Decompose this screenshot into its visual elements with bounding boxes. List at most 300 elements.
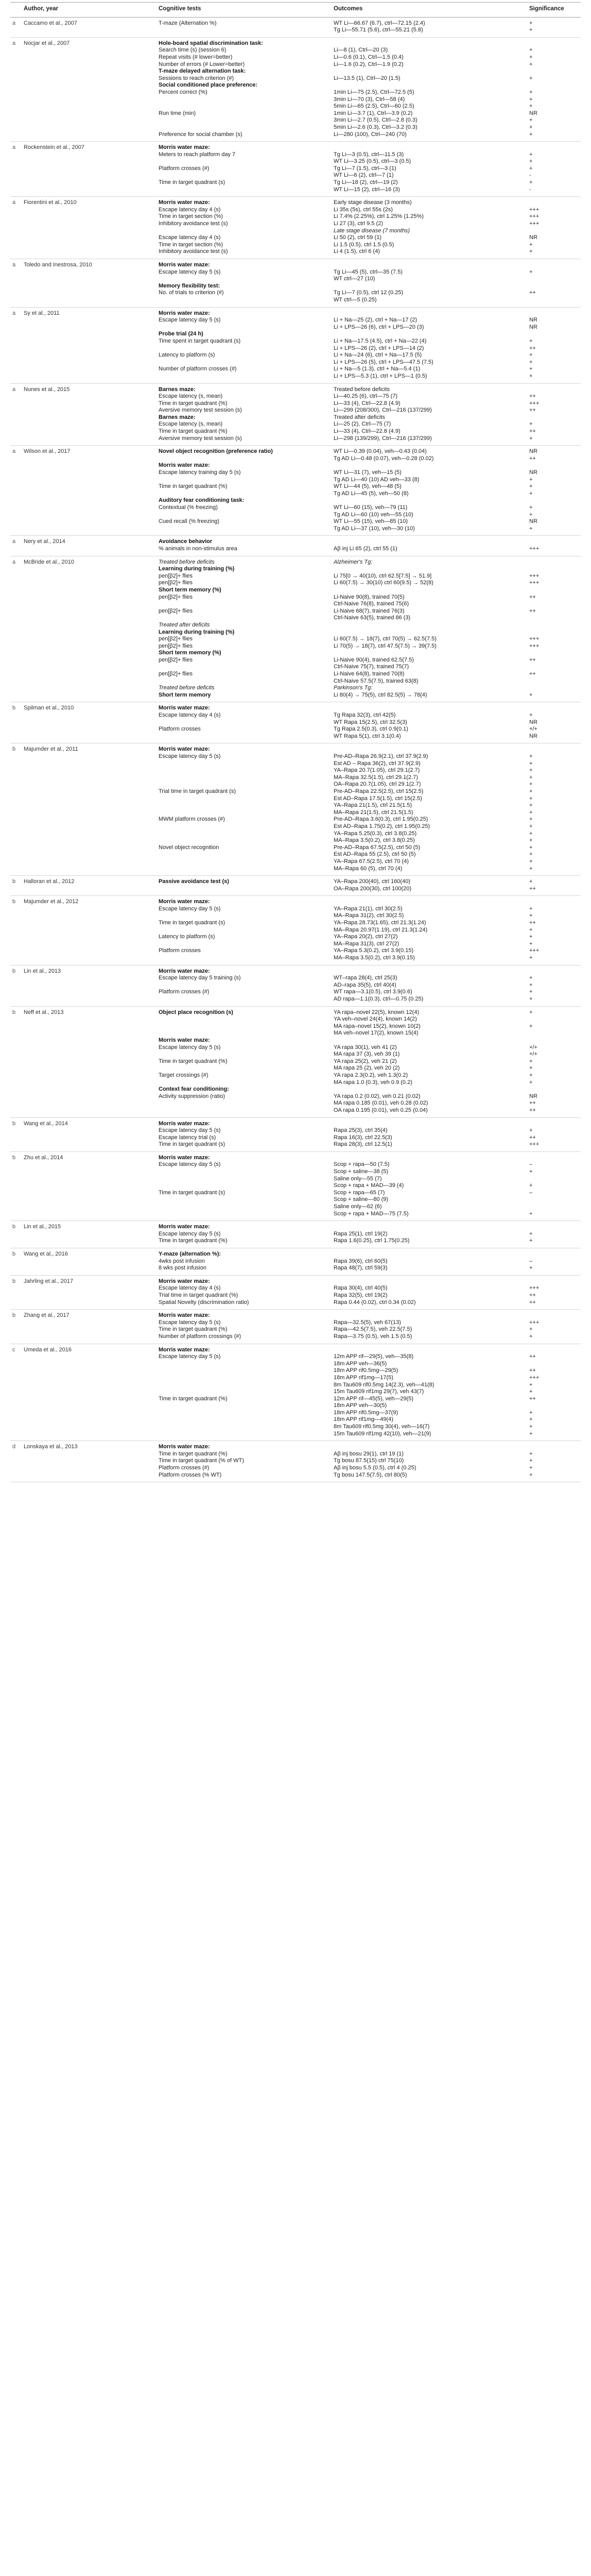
outcome-line: Tg AD Li—45 (5), veh—50 (8) [334,490,409,497]
outcome-line: Li + Na—24 (6), ctrl + Na—17.5 (5) [334,352,422,359]
outcome-line: Rapa 0.44 (0.02), ctrl 0.34 (0.02) [334,1299,416,1306]
outcome-line: MA–Rapa 32.5(1.5), ctrl 29.1(2.7) [334,774,418,781]
outcome-line: Li-Naive 90(4), trained 62.5(7.5) [334,656,414,663]
outcome-line [334,650,525,657]
significance-value: + [529,1465,533,1471]
significance-value: ++ [529,920,536,926]
significance-value: + [529,851,533,858]
test-line [159,276,329,283]
significance-value: + [529,996,533,1002]
test-line: Treated before deficits [159,558,215,565]
significance-cell [527,1441,581,1482]
test-line [159,1016,329,1023]
row-category-label: b [10,743,22,876]
significance-value: + [529,504,533,511]
table-row [10,1441,581,1482]
outcome-line: YA rapa 0.2 (0.02), veh 0.21 (0.02) [334,1093,421,1099]
test-line: Escape latency day 5 (s) [159,1353,221,1360]
test-line: Contextual (% freezing) [159,504,218,511]
table-row [10,1248,581,1276]
row-category-label: b [10,1221,22,1248]
outcome-line: WT Li—55 (15), veh—85 (10) [334,518,408,525]
significance-value: ++ [529,671,536,677]
test-line: Object place recognition (s) [159,1009,233,1015]
tests-cell [157,383,332,446]
significance-value: + [529,830,533,837]
significance-value: NR [529,733,537,739]
significance-cell [527,1006,581,1117]
test-line [159,982,329,989]
significance-value [529,705,579,712]
test-line [159,455,329,463]
significance-value [529,1312,579,1319]
outcome-line: Li 7.4% (2.25%), ctrl 1.25% (1.25%) [334,213,424,220]
author-year-cell: Zhu et al., 2014 [22,1151,157,1221]
outcome-line [334,310,525,317]
significance-value: + [529,837,533,844]
test-line: Trial time in target quadrant (%) [159,1292,238,1298]
significance-value: + [529,511,533,518]
outcome-line: MA veh–novel 17(2), known 15(4) [334,1030,419,1037]
significance-cell [527,259,581,308]
test-line: Time in target quadrant (%) [159,1326,228,1333]
outcome-line: Scop + rapa—50 (7.5) [334,1161,390,1168]
outcome-line [334,538,525,546]
test-line: Escape latency day 5 (s) [159,753,221,759]
test-line: Escape latency day 4 (s) [159,1285,221,1292]
test-line: Y-maze (alternation %): [159,1251,221,1257]
table-row [10,876,581,896]
test-line: Time in target section (%) [159,241,223,248]
test-line: Time in target quadrant (s) [159,1189,225,1196]
significance-value: + [529,955,533,961]
significance-value [529,685,579,692]
outcome-line: Tg bosu 87.5(15) ctrl 75(10) [334,1458,404,1464]
outcome-line: Tg AD Li—0.48 (0.07), veh—0.28 (0.02) [334,455,434,462]
test-line: Time spent in target quadrant (s) [159,337,241,344]
significance-value: + [529,912,533,919]
outcome-line [334,144,525,151]
outcome-line [334,566,525,573]
test-line: Morris water maze: [159,462,210,469]
table-row [10,536,581,556]
test-line [159,1431,329,1438]
tests-cell [157,142,332,197]
significance-value: + [529,1058,533,1064]
test-line [159,1388,329,1396]
author-year-cell: Halloran et al., 2012 [22,876,157,896]
test-line [159,912,329,920]
row-category-label: b [10,1310,22,1344]
significance-value: + [529,905,533,912]
table-row [10,702,581,743]
significance-value: + [529,781,533,788]
significance-value: +++ [529,221,540,227]
test-line: Social conditioned place preference: [159,82,257,89]
test-line: Time in target quadrant (%) [159,428,228,435]
significance-value [529,297,579,304]
test-line: Barnes maze: [159,414,196,420]
outcome-line: Li + LPS—26 (2), ctrl + LPS—14 (2) [334,345,424,351]
outcome-line: Est AD–Rapa 1.75(0.2), ctrl 1.95(0.25) [334,823,430,829]
significance-value: + [529,1333,533,1340]
test-line: Morris water maze: [159,1037,210,1043]
significance-value: + [529,823,533,829]
outcomes-cell [332,1006,527,1117]
significance-cell [527,896,581,965]
tests-cell [157,1151,332,1221]
outcomes-cell [332,1221,527,1248]
tests-cell [157,197,332,259]
test-line: Morris water maze: [159,262,210,268]
significance-value: + [529,268,533,275]
significance-cell [527,446,581,536]
outcome-line: Li—280 (100), Ctrl—240 (70) [334,131,407,138]
significance-value: + [529,1072,533,1078]
row-category-label: b [10,1248,22,1276]
significance-cell [527,17,581,37]
significance-value: + [529,1023,533,1029]
tests-cell [157,1310,332,1344]
significance-value [529,1196,579,1204]
test-line [159,1423,329,1431]
significance-value: – [529,1161,533,1168]
significance-value: + [529,981,533,988]
test-line: Novel object recognition [159,844,219,851]
outcome-line: Pre-AD–Rapa 26.9(2.1), ctrl 37.9(2.9) [334,753,428,759]
table-row [10,17,581,37]
test-line: Time in target quadrant (%) [159,483,228,490]
significance-value [529,538,579,546]
row-category-label: d [10,1441,22,1482]
test-line: Auditory fear conditioning task: [159,497,245,504]
test-line: Time in target quadrant (%) [159,1058,228,1064]
table-row [10,1344,581,1441]
outcomes-cell [332,1275,527,1309]
row-category-label: b [10,876,22,896]
tests-cell [157,1441,332,1482]
outcome-line: Li—13.5 (1), Ctrl—20 (1.5) [334,75,401,81]
test-line [159,1402,329,1410]
test-line [159,345,329,352]
test-line [159,158,329,165]
outcome-line: Li 27 (3), ctrl 9.5 (2) [334,221,383,227]
significance-value: ++ [529,1292,536,1298]
test-line [159,103,329,110]
outcome-line: YA rapa 25(2), veh 21 (2) [334,1058,397,1064]
test-line: Sessions to reach criterion (#) [159,75,234,81]
row-category-label: a [10,307,22,383]
significance-value: ++ [529,345,536,351]
outcome-line: Ctrl-Naive 76(8), trained 75(6) [334,601,409,607]
row-category-label: a [10,556,22,702]
outcome-line: 15m Tau609 rif1mg 29(7), veh 43(7) [334,1388,424,1395]
test-line: Time in target quadrant (% of WT) [159,1458,244,1464]
significance-value: + [529,47,533,54]
tests-cell [157,1117,332,1151]
test-line [159,719,329,726]
significance-value: + [529,359,533,365]
tests-cell [157,446,332,536]
test-line: Time in target quadrant (s) [159,179,225,186]
outcome-line: MA–Rapa 20.97(1.19), ctrl 21.3(1.24) [334,926,428,933]
significance-value: + [529,975,533,981]
significance-value [529,82,579,89]
outcome-line: OA–Rapa 20.7(1.05), ctrl 29.1(2.7) [334,781,421,788]
test-line: 8 wks post infusion [159,1265,206,1272]
significance-value: + [529,809,533,816]
significance-value [529,283,579,290]
author-year-cell: Nocjar et al., 2007 [22,37,157,141]
outcome-line [334,968,525,975]
significance-value: + [529,131,533,138]
header-outcomes: Outcomes [332,3,527,18]
outcome-line: 15m Tau609 rif1mg 42(10), veh—21(9) [334,1430,431,1437]
test-line [159,809,329,817]
test-line [159,1079,329,1087]
test-line [159,781,329,788]
test-line: Time in target quadrant (%) [159,400,228,406]
significance-cell [527,383,581,446]
outcomes-cell [332,1344,527,1441]
significance-cell [527,1310,581,1344]
outcome-line: MA rapa–novel 15(2), known 10(2) [334,1023,421,1029]
outcome-line: Tg AD Li—37 (10), veh—30 (10) [334,525,415,532]
outcome-line: Parkinson's Tg: [334,685,373,691]
significance-value: + [529,117,533,124]
test-line: Repeat visits (# lower=better) [159,54,233,60]
author-year-cell: Nery et al., 2014 [22,536,157,556]
tests-cell [157,1006,332,1117]
test-line: Escape latency (s, mean) [159,393,223,400]
outcome-line: 5min Li—65 (2.5), Ctrl—60 (2.5) [334,103,414,110]
outcome-line: Rapa 25(1), ctrl 19(2) [334,1230,388,1237]
significance-value: ++ [529,1367,536,1374]
test-line: Escape latency (s, mean) [159,421,223,428]
outcome-line: YA–Rapa 20.7(1.05), ctrl 29.1(2.7) [334,767,420,774]
significance-value: + [529,366,533,372]
significance-value: +++ [529,400,540,406]
outcome-line: Li + LPS—26 (5), ctrl + LPS—47.5 (7.5) [334,359,433,365]
significance-value: NR [529,719,537,725]
test-line: Target crossings (#) [159,1072,208,1078]
significance-cell [527,743,581,876]
results-table [10,2,581,1482]
table-row [10,1221,581,1248]
significance-value: +/+ [529,726,537,733]
test-line: Morris water maze: [159,968,210,974]
significance-value [529,40,579,47]
test-line: Escape latency day 4 (s) [159,234,221,241]
tests-cell [157,17,332,37]
significance-value [529,566,579,573]
test-line: Context fear conditioning: [159,1086,229,1093]
test-line [159,1361,329,1368]
significance-value: + [529,940,533,947]
outcome-line: Rapa—32.5(5), veh 67(13) [334,1319,401,1326]
author-year-cell: Nunes et al., 2015 [22,383,157,446]
significance-value: – [529,1258,533,1264]
significance-cell [527,197,581,259]
significance-cell [527,1248,581,1276]
outcome-line: Li-Naive 64(8), trained 70(8) [334,671,405,677]
significance-value: ++ [529,407,536,414]
significance-value: ++ [529,1395,536,1402]
test-line: Platform crosses (#) [159,165,210,172]
row-category-label: b [10,1117,22,1151]
table-row [10,1310,581,1344]
author-year-cell: Wang et al., 2016 [22,1248,157,1276]
author-year-cell: Lonskaya et al., 2013 [22,1441,157,1482]
outcome-line: Scop + rapa—65 (7) [334,1189,385,1196]
outcome-line: 18m APP rif0.5mg—37(9) [334,1409,398,1416]
significance-value [529,386,579,394]
significance-value [529,462,579,469]
test-line: Number of platform crossings (#) [159,1333,241,1340]
significance-value: NR [529,234,537,241]
test-line [159,1375,329,1382]
tests-cell [157,1221,332,1248]
row-category-label: a [10,536,22,556]
test-line: Escape latency training day 5 (s) [159,469,241,476]
test-line: Inhibitory avoidance test (s) [159,248,228,255]
author-year-cell: Toledo and Inestrosa, 2010 [22,259,157,308]
test-line [159,767,329,774]
significance-value: + [529,1168,533,1175]
outcome-line: Late stage disease (7 months) [334,227,410,234]
significance-value: +++ [529,947,540,954]
test-line [159,858,329,866]
significance-value [529,622,579,629]
test-line: pen[β2]+ flies [159,656,193,663]
outcomes-cell [332,1151,527,1221]
test-line [159,1416,329,1423]
outcome-line: YA–Rapa 21(1.5), ctrl 21.5(1.5) [334,802,412,809]
table-row [10,1151,581,1221]
outcomes-cell [332,1310,527,1344]
outcome-line: Rapa 39(6), ctrl 60(5) [334,1258,388,1264]
outcome-line: YA–Rapa 200(40), ctrl 160(40) [334,878,410,885]
significance-value: + [529,61,533,67]
table-row [10,37,581,141]
test-line: Morris water maze: [159,746,210,753]
outcome-line: YA–Rapa 67.5(2.5), ctrl 70 (4) [334,858,409,865]
significance-value: + [529,1127,533,1134]
outcome-line: 8m Tau609 rif0.5mg 14(2.3), veh—41(8) [334,1381,434,1388]
test-line: Morris water maze: [159,1224,210,1230]
outcomes-cell [332,896,527,965]
outcome-line: MA rapa 25 (2), veh 20 (2) [334,1065,400,1072]
test-line: Aversive memory test session (s) [159,435,242,442]
significance-value [529,1444,579,1451]
significance-value [529,899,579,906]
outcome-line [334,497,525,504]
test-line [159,297,329,304]
significance-value: + [529,795,533,802]
test-line [159,831,329,838]
significance-value: + [529,1416,533,1423]
significance-value [529,968,579,975]
significance-value [529,1037,579,1044]
outcome-line: Scop + rapa + MAD—39 (4) [334,1182,404,1189]
table-row [10,743,581,876]
outcome-line: MA–Rapa 3.5(0.2), ctrl 3.8(0.25) [334,837,415,844]
test-line: Short term memory (%) [159,650,221,656]
significance-value: +++ [529,572,540,579]
test-line [159,187,329,194]
significance-value: + [529,691,533,698]
significance-value [529,615,579,622]
outcomes-cell [332,259,527,308]
outcome-line: Rapa 30(4), ctrl 40(5) [334,1285,388,1292]
outcome-line: Li 80(4) → 75(5), ctrl 82.5(5) → 78(4) [334,691,427,698]
test-line [159,124,329,131]
significance-value: +++ [529,206,540,213]
significance-value [529,497,579,504]
tests-cell [157,876,332,896]
significance-value: + [529,844,533,851]
significance-value: + [529,96,533,103]
test-line [159,678,329,685]
outcome-line: AD–rapa 35(5), ctrl 40(4) [334,981,396,988]
row-category-label: b [10,702,22,743]
test-line: Time in target quadrant (%) [159,1395,228,1402]
test-line [159,1100,329,1107]
test-line: Time in target quadrant (%) [159,1450,228,1457]
significance-value: – [529,1189,533,1196]
test-line: pen[β2]+ flies [159,594,193,600]
outcome-line: 18m APP veh—30(5) [334,1402,387,1409]
test-line [159,774,329,782]
significance-value [529,1016,579,1023]
significance-value: + [529,1210,533,1217]
test-line: Escape latency day 5 (s) [159,1127,221,1134]
outcome-line: Tg Li—18 (2), ctrl—19 (2) [334,179,398,186]
outcome-line: OA rapa 0.195 (0.01), veh 0.25 (0.04) [334,1107,428,1113]
test-line: Platform crosses [159,947,201,954]
test-line [159,823,329,831]
test-line: pen[β2]+ flies [159,607,193,614]
outcome-line: Li—0.6 (0.1), Ctrl—1.5 (0.4) [334,54,404,60]
outcome-line: Scop + saline—38 (5) [334,1168,389,1175]
significance-value: + [529,878,533,885]
significance-cell [527,307,581,383]
test-line: Time in target quadrant (s) [159,1141,225,1148]
tests-cell [157,37,332,141]
significance-cell [527,1344,581,1441]
outcome-line: Tg Li—7 (0.5), ctrl 12 (0.25) [334,290,404,296]
outcome-line: Rapa—3.75 (0.5), veh 1.5 (0.5) [334,1333,412,1340]
outcome-line: YA rapa–novel 22(5), known 12(4) [334,1009,420,1015]
significance-cell [527,702,581,743]
test-line: Barnes maze: [159,386,196,393]
author-year-cell: Umeda et al., 2016 [22,1344,157,1441]
significance-value: ++ [529,455,536,462]
significance-value [529,678,579,685]
author-year-cell: McBride et al., 2010 [22,556,157,702]
header-author: Author, year [22,3,157,18]
outcome-line: Li + LPS—26 (6), ctrl + LPS—20 (3) [334,324,424,330]
significance-value: - [529,186,531,193]
test-line [159,760,329,768]
outcome-line: WT Li—60 (15), veh—79 (11) [334,504,408,511]
significance-value: + [529,525,533,532]
outcome-line: Ctrl-Naive 63(5), trained 86 (3) [334,615,411,621]
tests-cell [157,536,332,556]
test-line [159,228,329,235]
significance-value [529,68,579,75]
test-line [159,526,329,533]
